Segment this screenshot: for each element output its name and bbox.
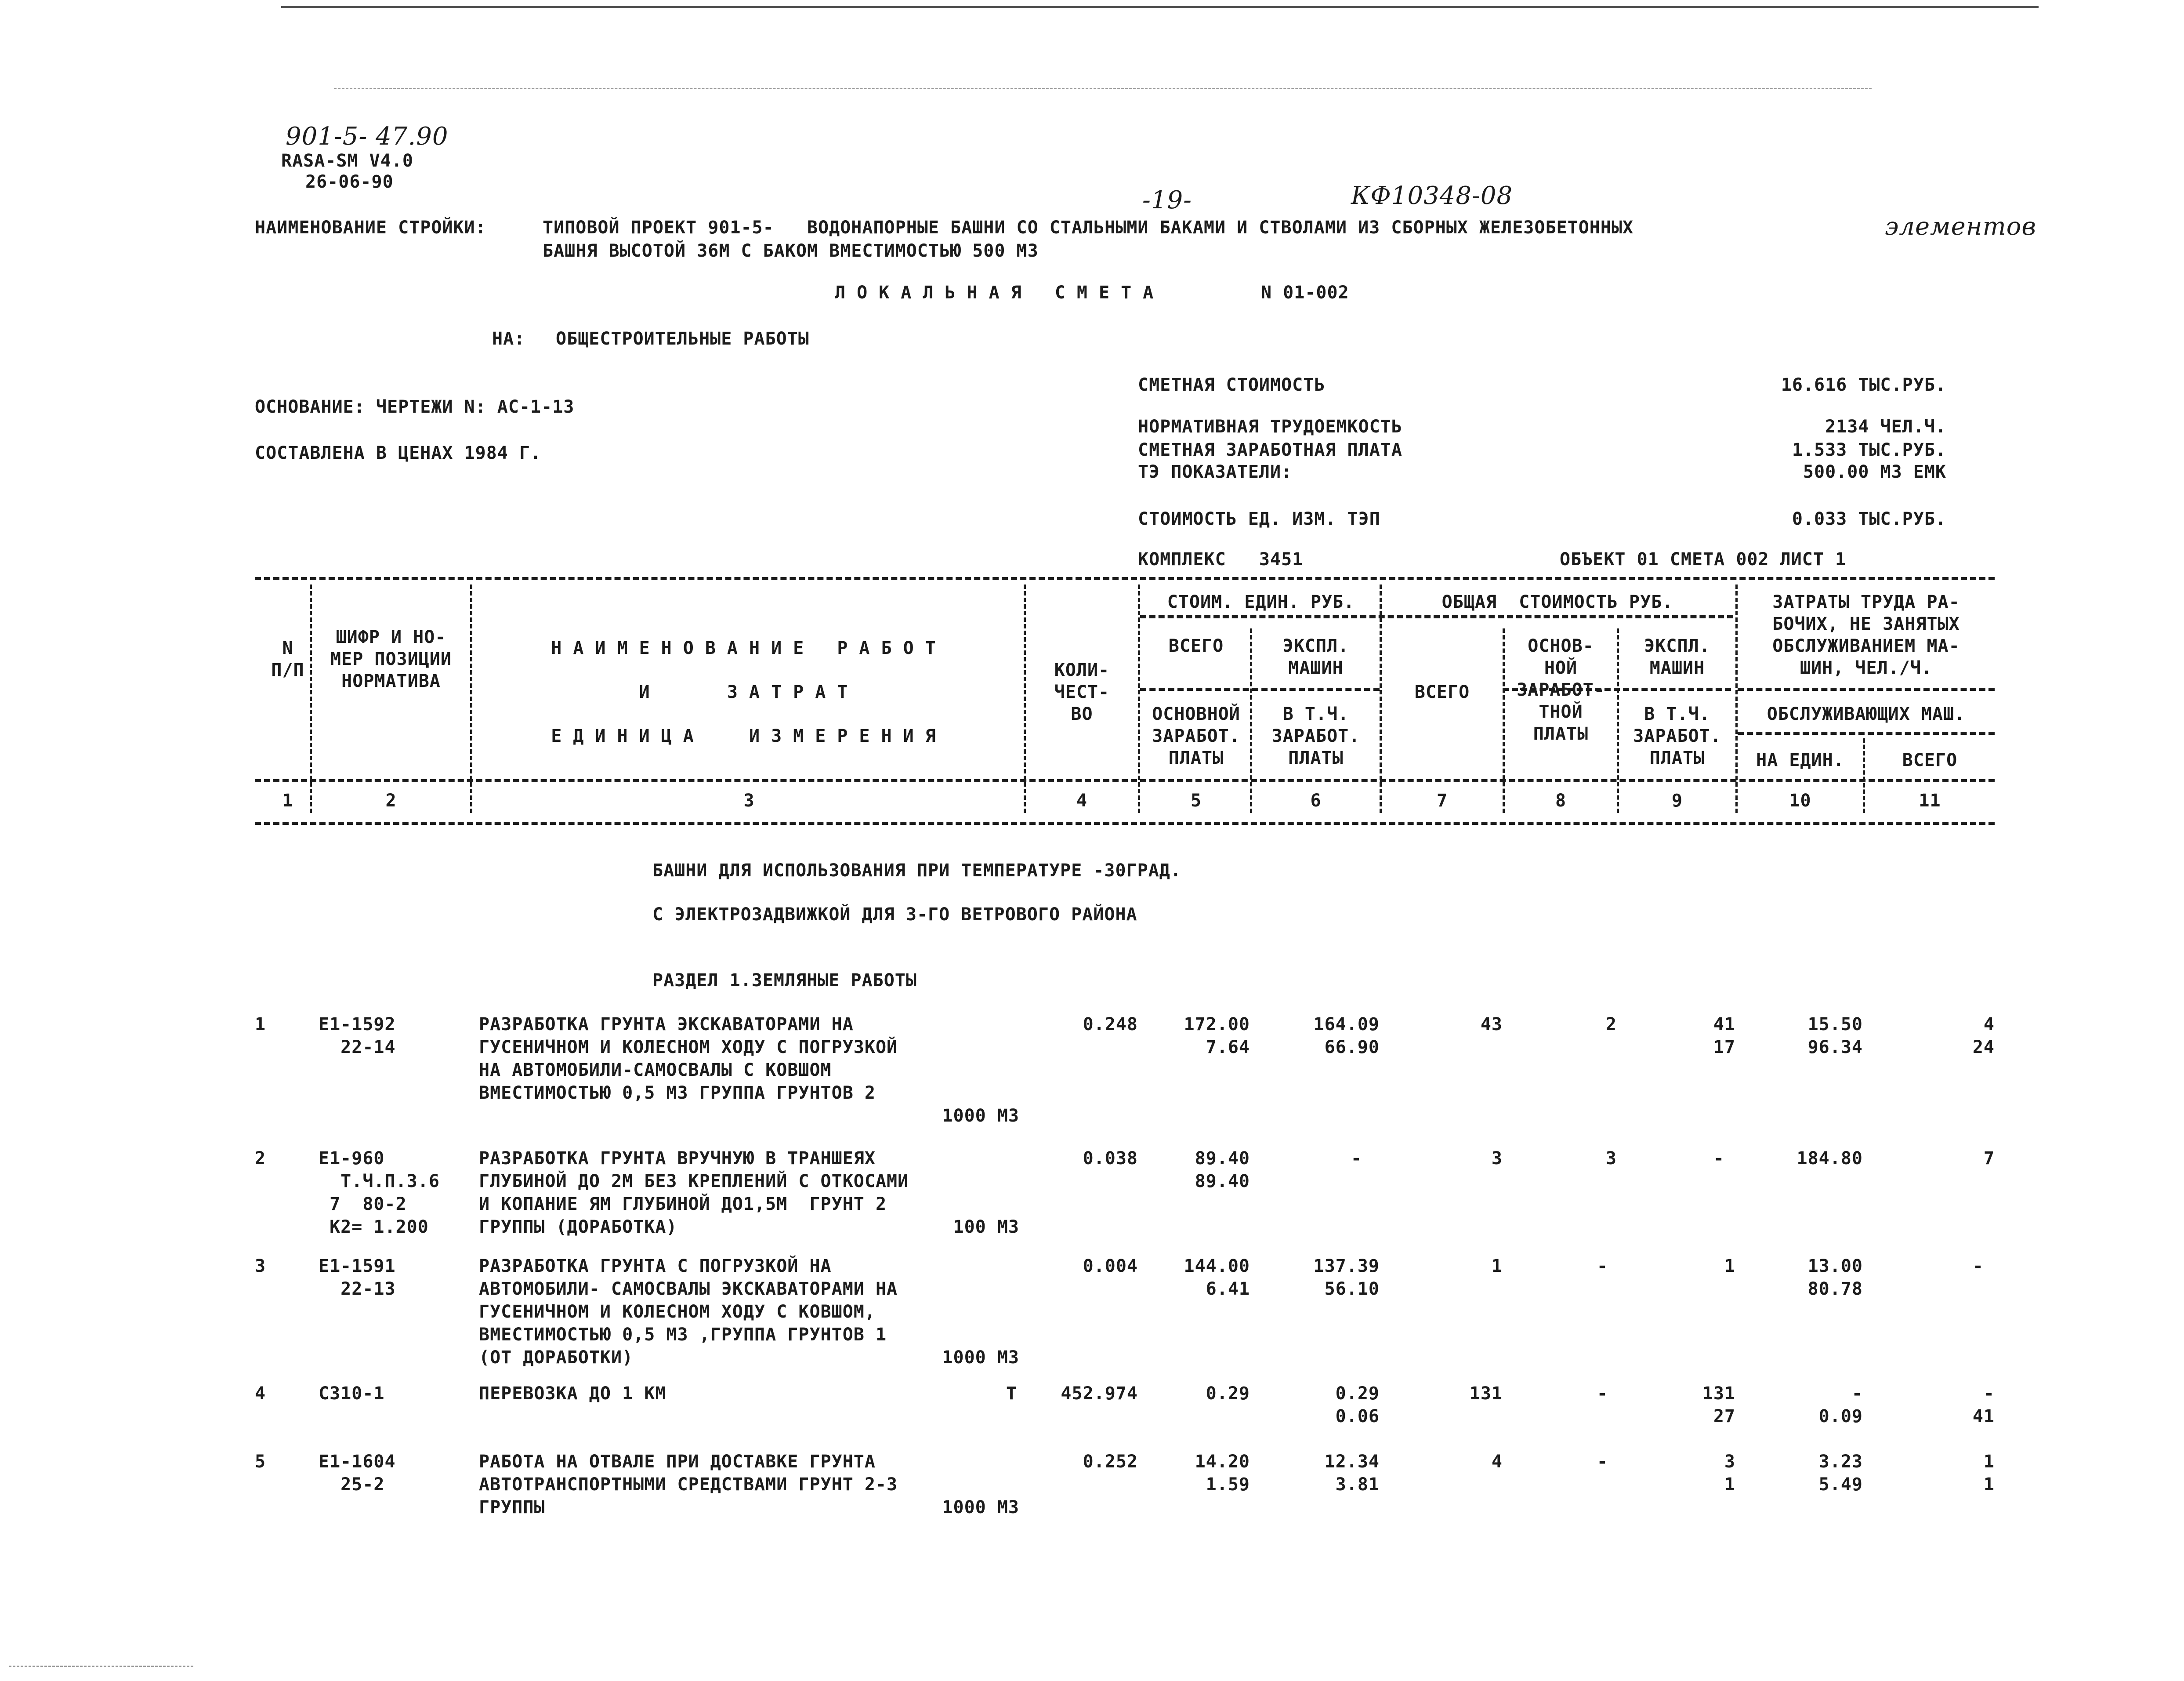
row-col9: - [1713,1148,1724,1169]
row-col8: - [1597,1452,1608,1472]
estimate-title: ЛОКАЛЬНАЯ СМЕТА [835,283,1165,303]
row-col5: 144.00 6.41 [1184,1256,1250,1299]
row-name: РАЗРАБОТКА ГРУНТА ЭКСКАВАТОРАМИ НА ГУСЕНИЧНОМ И КОЛЕСНОМ ХОДУ С ПОГРУЗКОЙ НА АВТОМОБИЛИ-САМОСВАЛЫ С КОВШОМ ВМЕСТИМОСТЬЮ 0,5 М3 ГРУППА ГРУНТОВ 2 [479,1014,898,1103]
summary-value-unit-cost: 0.033 ТЫС.РУБ. [1792,509,1946,529]
header-col-name-1: НАИМЕНОВАНИЕ РАБОТ [551,638,947,658]
labor-sub-rule-1 [1738,688,1995,691]
summary-label-te: ТЭ ПОКАЗАТЕЛИ: [1138,462,1293,482]
row-number: 1 [255,1014,266,1035]
row-col9: 41 17 [1713,1014,1735,1057]
row-col7: 3 [1491,1148,1503,1169]
row-col10: 184.80 [1796,1148,1863,1169]
header-col7-total: ВСЕГО [1414,682,1470,702]
header-labor-service: ОБСЛУЖИВАЮЩИХ МАШ. [1767,704,1966,724]
row-col6: 164.09 66.90 [1313,1014,1380,1057]
row-col7: 4 [1491,1452,1503,1472]
row-qty: 0.248 [1083,1014,1138,1035]
row-col7: 1 [1491,1256,1503,1276]
header-col9-salary: В Т.Ч. ЗАРАБОТ. ПЛАТЫ [1633,704,1721,768]
for-label: НА: [492,329,525,349]
table-top-rule [255,577,1995,580]
complex-line: КОМПЛЕКС 3451 [1138,549,1304,570]
summary-label-cost: СМЕТНАЯ СТОИМОСТЬ [1138,375,1326,395]
handwritten-note: элементов [1885,212,2037,241]
row-code: Е1-1592 22-14 [319,1014,396,1057]
col-sep-2 [470,585,472,813]
column-number-10: 10 [1789,791,1811,811]
row-number: 5 [255,1452,266,1472]
col-sep-1 [310,585,312,813]
summary-value-salary: 1.533 ТЫС.РУБ. [1792,440,1946,460]
row-col10: 15.50 96.34 [1807,1014,1863,1057]
row-code: Е1-960 Т.Ч.П.3.6 7 80-2 К2= 1.200 [319,1148,440,1237]
row-col9: 131 27 [1702,1383,1735,1427]
header-col10: НА ЕДИН. [1756,750,1844,770]
column-number-1: 1 [282,791,293,811]
column-number-3: 3 [743,791,755,811]
row-col8: - [1597,1256,1608,1276]
row-col6: 0.29 0.06 [1335,1383,1380,1427]
row-col5: 172.00 7.64 [1184,1014,1250,1057]
row-qty: 0.038 [1083,1148,1138,1169]
summary-value-cost: 16.616 ТЫС.РУБ. [1781,375,1946,395]
section-title: РАЗДЕЛ 1.ЗЕМЛЯНЫЕ РАБОТЫ [652,970,917,991]
row-col11: 7 [1983,1148,1995,1169]
column-number-11: 11 [1919,791,1941,811]
row-code: Е1-1604 25-2 [319,1452,396,1495]
column-number-8: 8 [1555,791,1567,811]
summary-label-labor: НОРМАТИВНАЯ ТРУДОЕМКОСТЬ [1138,417,1402,437]
scan-artifact-line [9,1666,193,1667]
header-col5-salary: ОСНОВНОЙ ЗАРАБОТ. ПЛАТЫ [1152,704,1240,768]
row-col5: 0.29 [1206,1383,1250,1404]
row-unit-inline: Т [1006,1383,1018,1404]
construction-label: НАИМЕНОВАНИЕ СТРОЙКИ: [255,218,486,238]
header-labor-group: ЗАТРАТЫ ТРУДА РА- БОЧИХ, НЕ ЗАНЯТЫХ ОБСЛУЖИВАНИЕМ МА- ШИН, ЧЕЛ./Ч. [1772,592,1960,678]
header-col8-salary: ОСНОВ- НОЙ ЗАРАБОТ- ТНОЙ ПЛАТЫ [1517,636,1605,744]
header-unit-cost-group: СТОИМ. ЕДИН. РУБ. [1167,592,1355,612]
row-col7: 43 [1480,1014,1503,1035]
row-col6: 12.34 3.81 [1324,1452,1380,1495]
row-code: С310-1 [319,1383,385,1404]
row-number: 4 [255,1383,266,1404]
header-total-cost-group: ОБЩАЯ СТОИМОСТЬ РУБ. [1442,592,1673,612]
row-number: 3 [255,1256,266,1276]
column-number-5: 5 [1190,791,1202,811]
row-col9: 3 1 [1724,1452,1735,1495]
section-note-2: С ЭЛЕКТРОЗАДВИЖКОЙ ДЛЯ 3-ГО ВЕТРОВОГО РАЙОНА [652,904,1137,925]
column-number-7: 7 [1436,791,1448,811]
header-col6-machines: ЭКСПЛ. МАШИН [1282,636,1349,678]
header-col6-salary: В Т.Ч. ЗАРАБОТ. ПЛАТЫ [1271,704,1360,768]
header-col-name-3: ЕДИНИЦА ИЗМЕРЕНИЯ [551,726,947,746]
row-col9: 1 [1724,1256,1735,1276]
row-col6: - [1351,1148,1362,1169]
row-qty: 0.252 [1083,1452,1138,1472]
column-number-2: 2 [385,791,397,811]
faint-scan-line [334,88,1872,89]
row-name: ПЕРЕВОЗКА ДО 1 КМ [479,1383,666,1404]
row-col8: 3 [1605,1148,1617,1169]
row-unit: 1000 М3 [942,1497,1019,1518]
print-date: 26-06-90 [305,172,394,192]
column-number-rule [255,822,1995,825]
summary-value-labor: 2134 ЧЕЛ.Ч. [1825,417,1946,437]
row-col10: 3.23 5.49 [1818,1452,1863,1495]
column-number-6: 6 [1310,791,1322,811]
row-col10: 13.00 80.78 [1807,1256,1863,1299]
basis-line: ОСНОВАНИЕ: ЧЕРТЕЖИ N: АС-1-13 [255,397,575,417]
row-col7: 131 [1469,1383,1503,1404]
row-unit: 1000 М3 [942,1106,1019,1126]
row-col11: - [1972,1256,1984,1276]
row-col5: 14.20 1.59 [1195,1452,1250,1495]
row-name: РАЗРАБОТКА ГРУНТА ВРУЧНУЮ В ТРАНШЕЯХ ГЛУБИНОЙ ДО 2М БЕЗ КРЕПЛЕНИЙ С ОТКОСАМИ И КОПАНИЕ ЯМ ГЛУБИНОЙ ДО1,5М ГРУНТ 2 ГРУППЫ (ДОРАБОТКА) [479,1148,909,1237]
row-col10: - 0.09 [1818,1383,1863,1427]
header-col-code: ШИФР И НО- МЕР ПОЗИЦИИ НОРМАТИВА [330,627,452,691]
header-col-qty: КОЛИ- ЧЕСТ- ВО [1054,660,1110,724]
row-number: 2 [255,1148,266,1169]
row-col8: - [1597,1383,1608,1404]
row-col11: - 41 [1972,1383,1995,1427]
row-qty: 452.974 [1061,1383,1138,1404]
row-col11: 1 1 [1983,1452,1995,1495]
row-col11: 4 24 [1972,1014,1995,1057]
header-col9-machines: ЭКСПЛ. МАШИН [1644,636,1710,678]
header-col5-all: ВСЕГО [1168,636,1224,656]
column-number-4: 4 [1076,791,1088,811]
software-version: RASA-SM V4.0 [281,151,413,171]
labor-sub-rule-2 [1738,732,1995,735]
summary-label-unit-cost: СТОИМОСТЬ ЕД. ИЗМ. ТЭП [1138,509,1380,529]
header-col11: ВСЕГО [1902,750,1958,770]
row-code: Е1-1591 22-13 [319,1256,396,1299]
summary-value-te: 500.00 М3 ЕМК [1803,462,1946,482]
doc-code-handwritten: 901-5- 47.90 [286,122,449,151]
summary-label-salary: СМЕТНАЯ ЗАРАБОТНАЯ ПЛАТА [1138,440,1402,460]
archive-code: КФ10348-08 [1351,182,1513,210]
prices-line: СОСТАВЛЕНА В ЦЕНАХ 1984 Г. [255,443,542,463]
row-unit: 100 М3 [953,1217,1019,1237]
header-bottom-rule [255,779,1995,782]
page-number: -19- [1142,186,1192,214]
col-sep-4 [1138,585,1140,813]
row-col6: 137.39 56.10 [1313,1256,1380,1299]
row-name: РАЗРАБОТКА ГРУНТА С ПОГРУЗКОЙ НА АВТОМОБИЛИ- САМОСВАЛЫ ЭКСКАВАТОРАМИ НА ГУСЕНИЧНОМ И КОЛЕСНОМ ХОДУ С КОВШОМ, ВМЕСТИМОСТЬЮ 0,5 М3 ,ГРУППА ГРУНТОВ 1 (ОТ ДОРАБОТКИ) [479,1256,898,1368]
row-col8: 2 [1605,1014,1617,1035]
row-unit: 1000 М3 [942,1347,1019,1368]
header-col-name-2: И ЗАТРАТ [639,682,859,702]
unit-cost-sub-rule [1140,688,1380,691]
object-line: ОБЪЕКТ 01 СМЕТА 002 ЛИСТ 1 [1560,549,1847,570]
work-type: ОБЩЕСТРОИТЕЛЬНЫЕ РАБОТЫ [556,329,809,349]
estimate-number: N 01-002 [1261,283,1349,303]
row-qty: 0.004 [1083,1256,1138,1276]
construction-line-2: БАШНЯ ВЫСОТОЙ 36М С БАКОМ ВМЕСТИМОСТЬЮ 500 М3 [543,241,1039,261]
column-number-9: 9 [1671,791,1683,811]
scan-top-edge [281,6,2039,8]
row-name: РАБОТА НА ОТВАЛЕ ПРИ ДОСТАВКЕ ГРУНТА АВТОТРАНСПОРТНЫМИ СРЕДСТВАМИ ГРУНТ 2-3 ГРУППЫ [479,1452,898,1518]
header-col-n: N П/П [271,638,304,680]
construction-line-1: ТИПОВОЙ ПРОЕКТ 901-5- ВОДОНАПОРНЫЕ БАШНИ СО СТАЛЬНЫМИ БАКАМИ И СТВОЛАМИ ИЗ СБОРНЫХ ЖЕЛЕЗОБЕТОННЫХ [543,218,1634,238]
row-col5: 89.40 89.40 [1195,1148,1250,1191]
section-note-1: БАШНИ ДЛЯ ИСПОЛЬЗОВАНИЯ ПРИ ТЕМПЕРАТУРЕ -30ГРАД. [652,860,1181,881]
cost-group-rule [1140,615,1733,618]
